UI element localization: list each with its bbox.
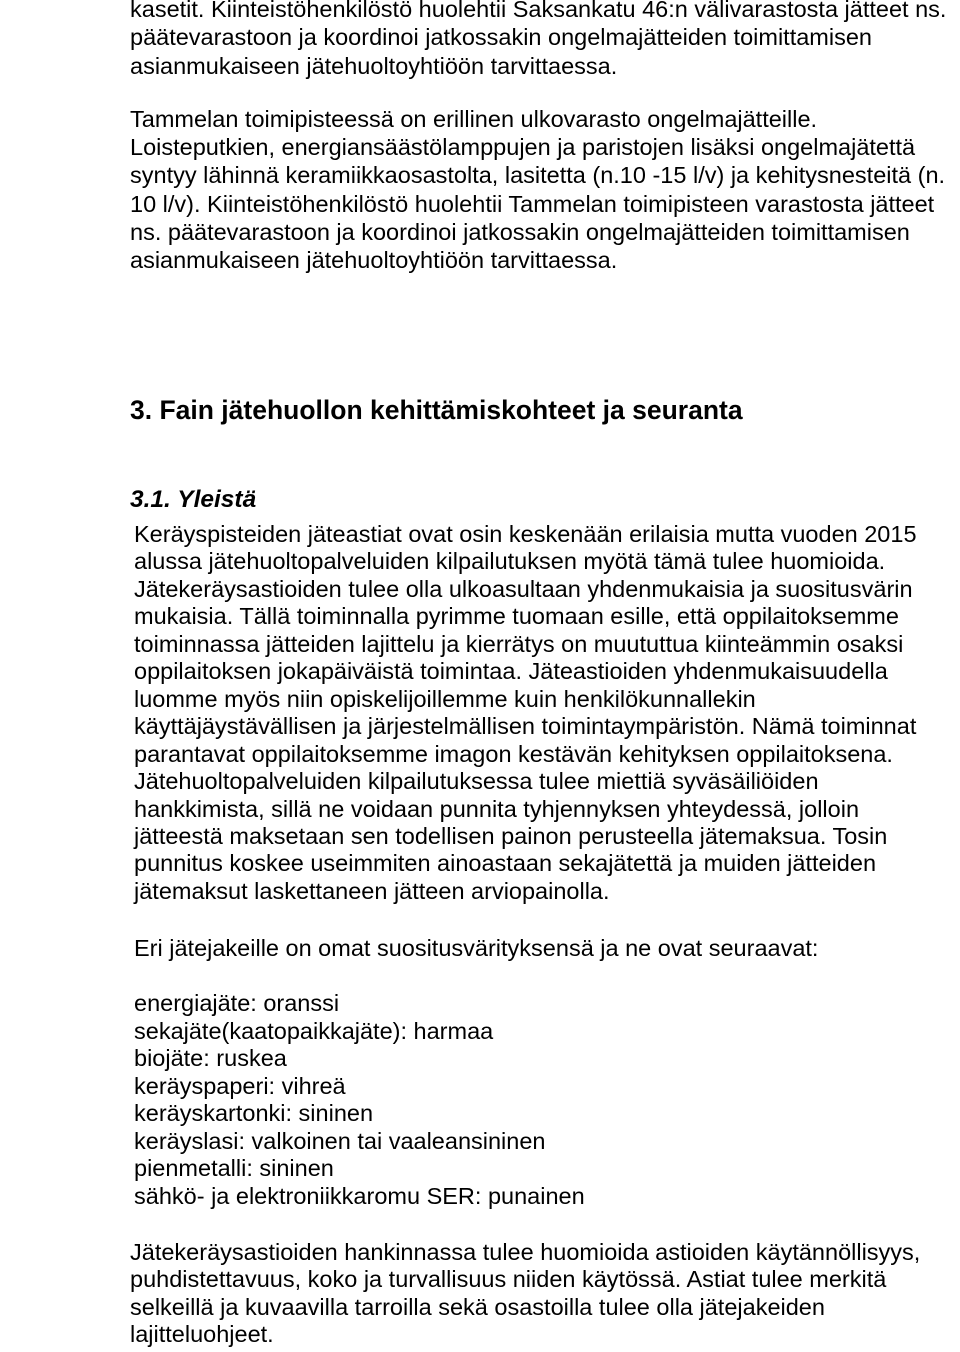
paragraph-line: jätemaksut laskettaneen jätteen arviopainolla. <box>134 877 610 904</box>
paragraph-line: Jätekeräysastioiden tulee olla ulkoasultaan yhdenmukaisia ja suositusvärin <box>134 575 913 602</box>
paragraph-line: ns. päätevarastoon ja koordinoi jatkossakin ongelmajätteiden toimittamisen <box>130 218 910 245</box>
waste-color-item: energiajäte: oranssi <box>134 990 340 1016</box>
waste-color-item: keräyspaperi: vihreä <box>134 1072 346 1099</box>
paragraph-line: alussa jätehuoltopalveluiden kilpailutuksen myötä tämä tulee huomioida. <box>134 548 886 575</box>
continued-paragraph <box>130 0 946 80</box>
paragraph-line: jätteestä maksetaan sen todellisen painon perusteella jätemaksua. Tosin <box>134 822 888 849</box>
paragraph-line: parantavat oppilaitoksemme imagon kestävän kehityksen oppilaitoksena. <box>134 740 893 767</box>
paragraph-line: Jätehuoltopalveluiden kilpailutuksessa tulee miettiä syväsäiliöiden <box>134 768 819 795</box>
paragraph-line: Jätekeräysastioiden hankinnassa tulee huomioida astioiden käytännöllisyys, <box>130 1239 921 1265</box>
paragraph-line: toiminnassa jätteiden lajittelu ja kierrätys on muututtua kiinteämmin osaksi <box>134 630 904 657</box>
paragraph-line: hankkimista, sillä ne voidaan punnita tyhjennyksen yhteydessä, jolloin <box>134 795 860 822</box>
paragraph-line: puhdistettavuus, koko ja turvallisuus niiden käytössä. Astiat tulee merkitä <box>130 1266 887 1293</box>
paragraph-line: selkeillä ja kuvaavilla tarroilla sekä osastoilla tulee olla jätejakeiden <box>130 1293 825 1320</box>
waste-color-item: keräyskartonki: sininen <box>134 1100 374 1127</box>
paragraph-line: 10 l/v). Kiinteistöhenkilöstö huolehtii Tammelan toimipisteen varastosta jätteet <box>130 190 935 217</box>
paragraph-line: Tammelan toimipisteessä on erillinen ulkovarasto ongelmajätteille. <box>130 106 818 132</box>
paragraph-line: syntyy lähinnä keramiikkaosastolta, lasitetta (n.10 -15 l/v) ja kehitysnesteitä (n. <box>130 162 946 189</box>
waste-color-item: biojäte: ruskea <box>134 1045 287 1072</box>
paragraph-line: kasetit. Kiinteistöhenkilöstö huolehtii Saksankatu 46:n välivarastosta jätteet ns. <box>130 0 947 22</box>
paragraph-line: punnitus koskee useimmiten ainoastaan sekajätettä ja muiden jätteiden <box>134 850 877 877</box>
waste-color-item: keräyslasi: valkoinen tai vaaleansininen <box>134 1127 546 1154</box>
waste-color-list <box>134 990 585 1211</box>
paragraph-line: lajitteluohjeet. <box>130 1321 274 1348</box>
paragraph-line: mukaisia. Tällä toiminnalla pyrimme tuomaan esille, että oppilaitoksemme <box>134 603 899 630</box>
paragraph-line: Loisteputkien, energiansäästölamppujen ja paristojen lisäksi ongelmajätettä <box>130 134 916 161</box>
colors-intro <box>134 935 818 963</box>
waste-color-item: pienmetalli: sininen <box>134 1155 334 1182</box>
closing-paragraph <box>130 1239 920 1349</box>
intro-paragraph <box>134 521 917 905</box>
paragraph-line: Keräyspisteiden jäteastiat ovat osin keskenään erilaisia mutta vuoden 2015 <box>134 521 917 547</box>
paragraph-line: Eri jätejakeille on omat suositusvärityksensä ja ne ovat seuraavat: <box>134 935 819 961</box>
paragraph-line: oppilaitoksen jokapäiväistä toimintaa. Jäteastioiden yhdenmukaisuudella <box>134 658 888 685</box>
waste-color-item: sekajäte(kaatopaikkajäte): harmaa <box>134 1017 494 1044</box>
tammela-paragraph <box>130 105 945 274</box>
paragraph-line: asianmukaiseen jätehuoltoyhtiöön tarvittaessa. <box>130 52 618 79</box>
section-heading: 3. Fain jätehuollon kehittämiskohteet ja seuranta <box>130 395 743 425</box>
waste-color-item: sähkö- ja elektroniikkaromu SER: punainen <box>134 1182 585 1209</box>
paragraph-line: luomme myös niin opiskelijoillemme kuin henkilökunnallekin <box>134 685 756 712</box>
paragraph-line: asianmukaiseen jätehuoltoyhtiöön tarvittaessa. <box>130 247 618 274</box>
subsection-heading: 3.1. Yleistä <box>130 486 257 513</box>
paragraph-line: käyttäjäystävällisen ja järjestelmällisen toimintaympäristön. Nämä toiminnat <box>134 713 917 740</box>
paragraph-line: päätevarastoon ja koordinoi jatkossakin ongelmajätteiden toimittamisen <box>130 24 872 51</box>
